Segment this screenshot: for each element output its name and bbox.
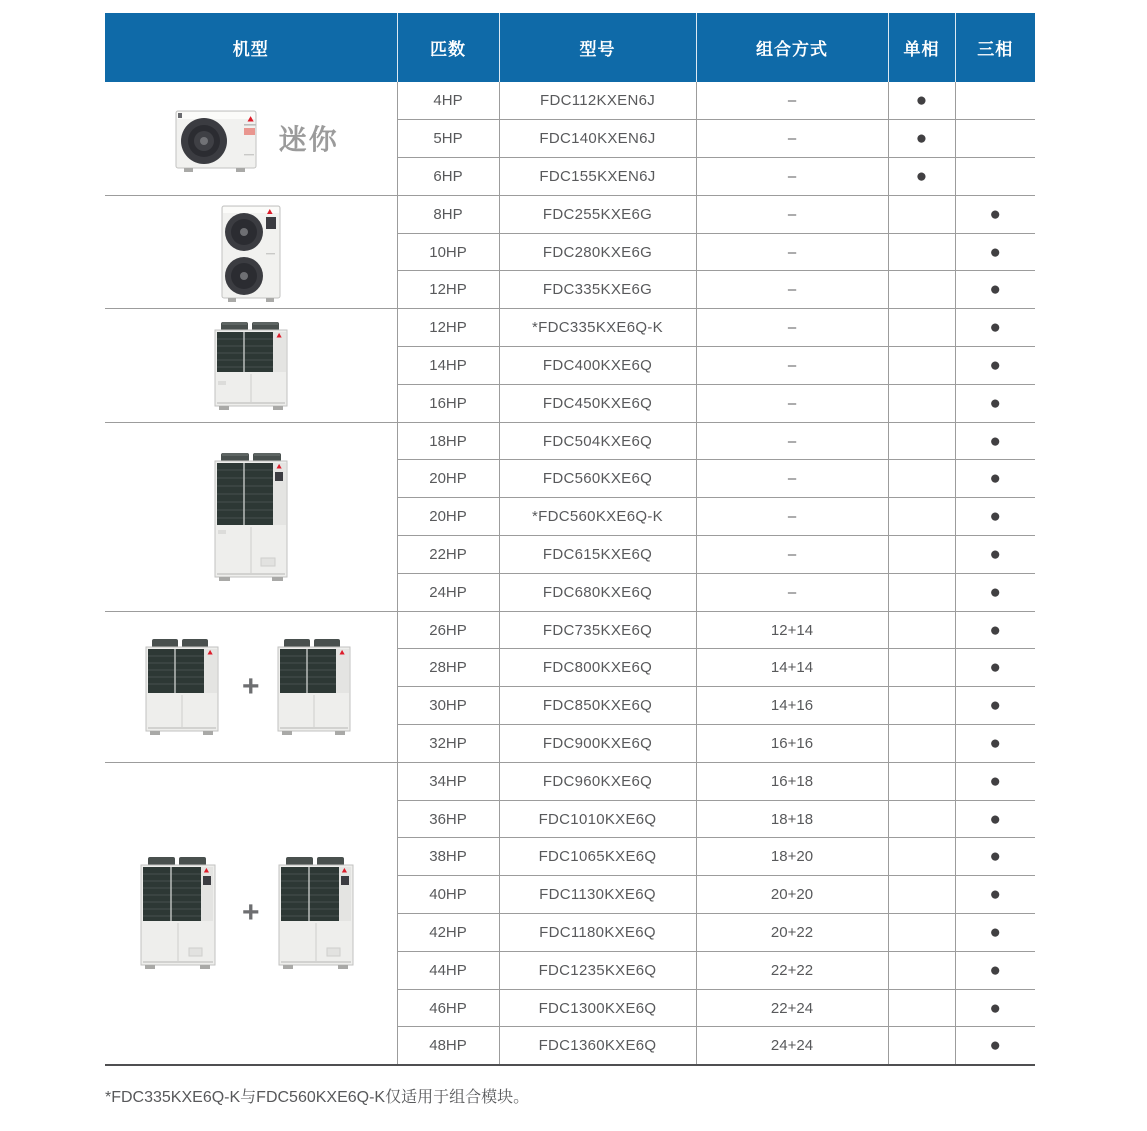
model-cell: FDC615KXE6Q [499, 536, 696, 574]
footnote-text: *FDC335KXE6Q-K与FDC560KXE6Q-K仅适用于组合模块。 [105, 1089, 530, 1106]
machine-cell-vrf-small [105, 309, 397, 422]
combination-cell: – [696, 460, 888, 498]
combination-cell: 18+20 [696, 838, 888, 876]
machine-cell-mini [105, 82, 397, 195]
single-phase-cell [888, 195, 955, 233]
single-phase-cell [888, 384, 955, 422]
single-phase-cell [888, 536, 955, 574]
single-phase-cell [888, 347, 955, 385]
single-phase-cell [888, 951, 955, 989]
model-cell: FDC1360KXE6Q [499, 1027, 696, 1065]
three-phase-dot: ● [989, 657, 1001, 679]
single-phase-dot: ● [915, 90, 928, 112]
combination-cell: – [696, 536, 888, 574]
combination-cell: – [696, 573, 888, 611]
three-phase-cell [955, 120, 1035, 158]
three-phase-dot: ● [989, 203, 1001, 225]
model-cell: FDC1130KXE6Q [499, 876, 696, 914]
combination-cell: 22+22 [696, 951, 888, 989]
single-phase-cell [888, 1027, 955, 1065]
three-phase-dot: ● [989, 581, 1001, 603]
single-phase-cell [888, 611, 955, 649]
model-cell: FDC335KXE6G [499, 271, 696, 309]
large-vrf-combination-unit-left-image [134, 854, 230, 972]
combination-cell: – [696, 120, 888, 158]
three-phase-dot: ● [989, 695, 1001, 717]
single-phase-cell [888, 649, 955, 687]
model-cell: FDC400KXE6Q [499, 347, 696, 385]
three-phase-dot: ● [989, 921, 1001, 943]
col-header-single-phase: 单相 [888, 13, 955, 82]
col-header-three-phase: 三相 [955, 13, 1035, 82]
col-header-machine-type: 机型 [105, 13, 397, 82]
model-cell: FDC140KXEN6J [499, 120, 696, 158]
mini-outdoor-unit-image [163, 100, 267, 176]
three-phase-cell [955, 762, 1035, 800]
hp-cell: 20HP [397, 498, 499, 536]
hp-cell: 40HP [397, 876, 499, 914]
model-cell: FDC255KXE6G [499, 195, 696, 233]
hp-cell: 8HP [397, 195, 499, 233]
single-phase-cell [888, 233, 955, 271]
combination-cell: – [696, 384, 888, 422]
machine-cell-combo-small [105, 611, 397, 762]
hp-cell: 6HP [397, 158, 499, 196]
combination-cell: 22+24 [696, 989, 888, 1027]
model-cell: FDC112KXEN6J [499, 82, 696, 120]
three-phase-dot: ● [989, 1035, 1001, 1057]
combination-cell: – [696, 195, 888, 233]
plus-sign: + [241, 669, 260, 703]
twin-fan-outdoor-unit-image [208, 201, 294, 303]
mini-series-label: 迷你 [278, 124, 339, 156]
model-cell: FDC1010KXE6Q [499, 800, 696, 838]
model-cell: FDC1180KXE6Q [499, 914, 696, 952]
hp-cell: 5HP [397, 120, 499, 158]
single-phase-cell [888, 158, 955, 196]
model-cell: FDC960KXE6Q [499, 762, 696, 800]
three-phase-cell [955, 989, 1035, 1027]
three-phase-dot: ● [989, 430, 1001, 452]
three-phase-dot: ● [989, 468, 1001, 490]
single-phase-dot: ● [915, 165, 928, 187]
table-row [105, 611, 1035, 649]
model-cell: *FDC335KXE6Q-K [499, 309, 696, 347]
three-phase-dot: ● [989, 770, 1001, 792]
three-phase-cell [955, 460, 1035, 498]
combination-cell: 14+16 [696, 687, 888, 725]
three-phase-dot: ● [989, 808, 1001, 830]
model-cell: FDC1235KXE6Q [499, 951, 696, 989]
three-phase-cell [955, 422, 1035, 460]
col-header-combination: 组合方式 [696, 13, 888, 82]
model-cell: FDC1300KXE6Q [499, 989, 696, 1027]
three-phase-cell [955, 158, 1035, 196]
machine-cell-twin-fan [105, 195, 397, 308]
hp-cell: 24HP [397, 573, 499, 611]
three-phase-dot: ● [989, 506, 1001, 528]
machine-cell-vrf-tall [105, 422, 397, 611]
model-cell: FDC850KXE6Q [499, 687, 696, 725]
three-phase-cell [955, 82, 1035, 120]
three-phase-dot: ● [989, 317, 1001, 339]
single-phase-cell [888, 989, 955, 1027]
model-cell: FDC800KXE6Q [499, 649, 696, 687]
three-phase-dot: ● [989, 732, 1001, 754]
three-phase-dot: ● [989, 241, 1001, 263]
col-header-hp: 匹数 [397, 13, 499, 82]
plus-sign: + [241, 896, 260, 930]
combination-cell: 20+20 [696, 876, 888, 914]
three-phase-dot: ● [989, 543, 1001, 565]
table-row [105, 82, 1035, 120]
single-phase-cell [888, 800, 955, 838]
single-phase-cell [888, 725, 955, 763]
hp-cell: 4HP [397, 82, 499, 120]
three-phase-cell [955, 309, 1035, 347]
combination-cell: – [696, 347, 888, 385]
three-phase-cell [955, 536, 1035, 574]
single-phase-cell [888, 876, 955, 914]
three-phase-dot: ● [989, 279, 1001, 301]
single-phase-cell [888, 498, 955, 536]
three-phase-cell [955, 838, 1035, 876]
single-phase-cell [888, 573, 955, 611]
single-phase-cell [888, 762, 955, 800]
hp-cell: 36HP [397, 800, 499, 838]
single-phase-cell [888, 271, 955, 309]
hp-cell: 12HP [397, 271, 499, 309]
three-phase-cell [955, 1027, 1035, 1065]
three-phase-cell [955, 951, 1035, 989]
hp-cell: 28HP [397, 649, 499, 687]
col-header-model: 型号 [499, 13, 696, 82]
three-phase-cell [955, 687, 1035, 725]
single-phase-cell [888, 309, 955, 347]
vrf-combination-unit-left-image [140, 636, 230, 738]
three-phase-dot: ● [989, 884, 1001, 906]
single-phase-cell [888, 687, 955, 725]
three-phase-cell [955, 876, 1035, 914]
three-phase-dot: ● [989, 997, 1001, 1019]
model-cell: FDC280KXE6G [499, 233, 696, 271]
combination-cell: 16+16 [696, 725, 888, 763]
three-phase-cell [955, 233, 1035, 271]
single-phase-cell [888, 914, 955, 952]
combination-cell: – [696, 271, 888, 309]
model-cell: FDC900KXE6Q [499, 725, 696, 763]
hp-cell: 32HP [397, 725, 499, 763]
model-cell: FDC680KXE6Q [499, 573, 696, 611]
header-row [105, 13, 1035, 82]
table-row [105, 195, 1035, 233]
hp-cell: 30HP [397, 687, 499, 725]
model-cell: *FDC560KXE6Q-K [499, 498, 696, 536]
combination-cell: – [696, 158, 888, 196]
three-phase-cell [955, 498, 1035, 536]
hp-cell: 16HP [397, 384, 499, 422]
three-phase-cell [955, 725, 1035, 763]
combination-cell: 14+14 [696, 649, 888, 687]
three-phase-dot: ● [989, 846, 1001, 868]
model-cell: FDC450KXE6Q [499, 384, 696, 422]
combination-cell: 16+18 [696, 762, 888, 800]
hp-cell: 14HP [397, 347, 499, 385]
combination-cell: 24+24 [696, 1027, 888, 1065]
three-phase-dot: ● [989, 354, 1001, 376]
spec-table [105, 13, 1035, 1066]
hp-cell: 20HP [397, 460, 499, 498]
combination-cell: 18+18 [696, 800, 888, 838]
hp-cell: 22HP [397, 536, 499, 574]
table-row [105, 309, 1035, 347]
hp-cell: 38HP [397, 838, 499, 876]
hp-cell: 26HP [397, 611, 499, 649]
three-phase-cell [955, 649, 1035, 687]
vrf-outdoor-unit-tall-image [199, 450, 303, 584]
hp-cell: 12HP [397, 309, 499, 347]
hp-cell: 18HP [397, 422, 499, 460]
three-phase-cell [955, 271, 1035, 309]
hp-cell: 44HP [397, 951, 499, 989]
large-vrf-combination-unit-right-image [272, 854, 368, 972]
model-cell: FDC560KXE6Q [499, 460, 696, 498]
vrf-combination-unit-right-image [272, 636, 362, 738]
three-phase-cell [955, 611, 1035, 649]
machine-cell-combo-large [105, 762, 397, 1064]
combination-cell: – [696, 233, 888, 271]
three-phase-dot: ● [989, 392, 1001, 414]
hp-cell: 34HP [397, 762, 499, 800]
single-phase-dot: ● [915, 128, 928, 150]
combination-cell: 20+22 [696, 914, 888, 952]
combination-cell: 12+14 [696, 611, 888, 649]
three-phase-cell [955, 384, 1035, 422]
three-phase-dot: ● [989, 619, 1001, 641]
model-cell: FDC1065KXE6Q [499, 838, 696, 876]
combination-cell: – [696, 82, 888, 120]
three-phase-dot: ● [989, 959, 1001, 981]
model-cell: FDC735KXE6Q [499, 611, 696, 649]
single-phase-cell [888, 838, 955, 876]
table-row [105, 762, 1035, 800]
three-phase-cell [955, 914, 1035, 952]
vrf-outdoor-unit-small-image [201, 319, 301, 411]
combination-cell: – [696, 498, 888, 536]
table-row [105, 422, 1035, 460]
three-phase-cell [955, 800, 1035, 838]
hp-cell: 46HP [397, 989, 499, 1027]
model-cell: FDC504KXE6Q [499, 422, 696, 460]
hp-cell: 10HP [397, 233, 499, 271]
hp-cell: 48HP [397, 1027, 499, 1065]
single-phase-cell [888, 460, 955, 498]
hp-cell: 42HP [397, 914, 499, 952]
combination-cell: – [696, 309, 888, 347]
single-phase-cell [888, 82, 955, 120]
model-cell: FDC155KXEN6J [499, 158, 696, 196]
three-phase-cell [955, 573, 1035, 611]
three-phase-cell [955, 347, 1035, 385]
combination-cell: – [696, 422, 888, 460]
three-phase-cell [955, 195, 1035, 233]
single-phase-cell [888, 422, 955, 460]
single-phase-cell [888, 120, 955, 158]
